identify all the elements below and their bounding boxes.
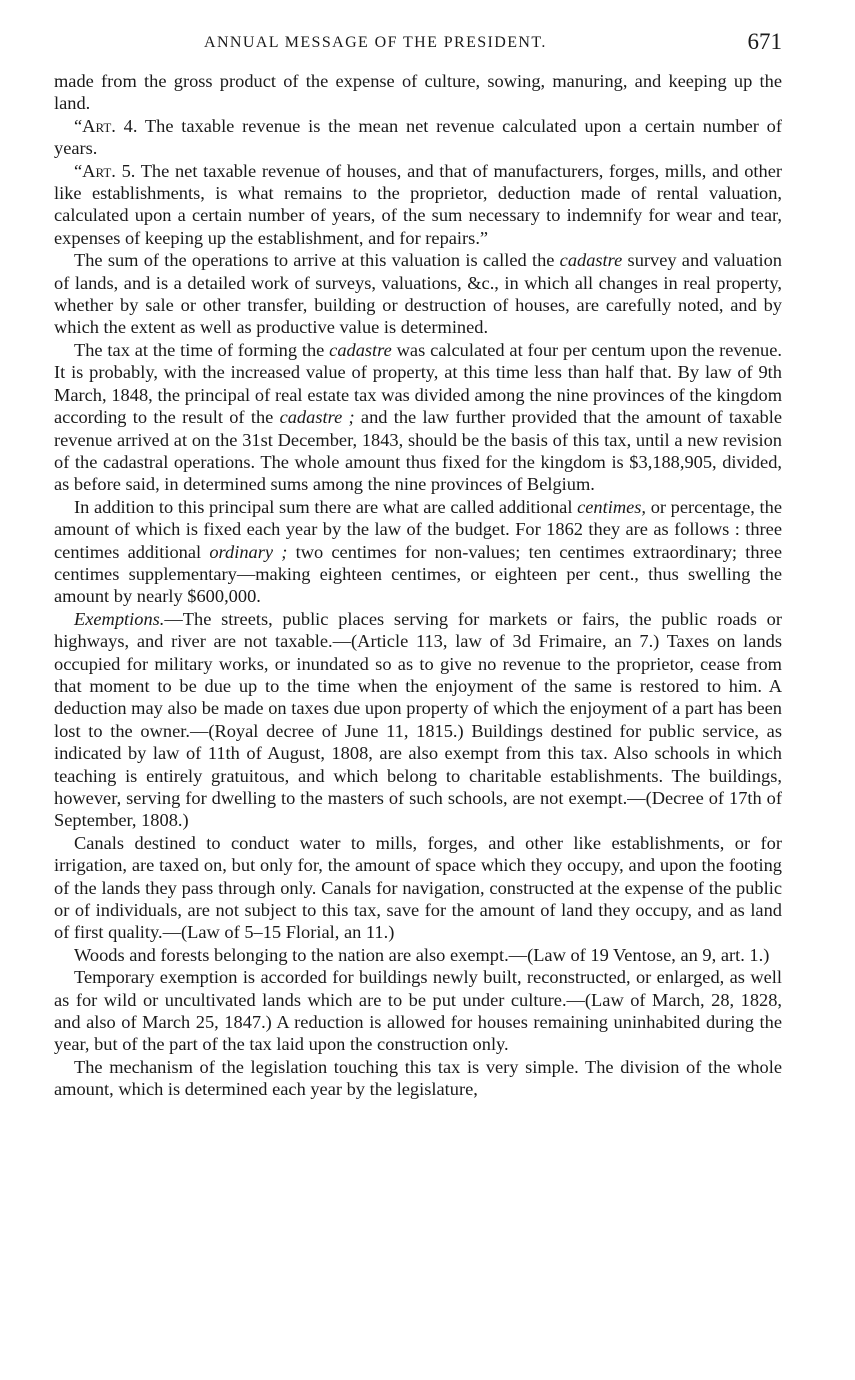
- paragraph-cadastre-definition: The sum of the operations to arrive at this valuation is called the cadastre survey and valuation of lands, and is a detailed work of surveys, valuations, &c., in which all changes in real property, whether by sale or other transfer, building or destruction of houses, are carefully noted, and by which the extent as well as productive value is determined.: [54, 250, 783, 338]
- exemptions-heading: Exemptions.: [74, 608, 165, 629]
- body-text: [54, 70, 782, 1101]
- paragraph-canals: Canals destined to conduct water to mills, forges, and other like establishments, or for irrigation, are taxed on, but only for, the amount of space which they occupy, and upon the footing of the lands they pass through only. Canals for navigation, constructed at the expense of the public or of individuals, are not subject to this tax, save for the amount of land they occupy, and as land of first quality.—(Law of 5–15 Florial, an 11.): [54, 832, 782, 943]
- paragraph-temporary-exemption: Temporary exemption is accorded for buildings newly built, reconstructed, or enlarged, as well as for wild or uncultivated lands which are to be put under culture.—(Law of March, 28, 1828, and also of March 25, 1847.) A reduction is allowed for houses remaining uninhabited during the year, but of the part of the tax laid upon the construction only.: [54, 967, 782, 1055]
- paragraph-tax-rate: The tax at the time of forming the cadastre was calculated at four per centum upon the revenue. It is probably, with the increased value of property, at this time less than half that. By law of 9th March, 1848, the principal of real estate tax was divided among the nine provinces of the kingdom according to the result of the cadastre ; and the law further provided that the amount of taxable revenue arrived at on the 31st December, 1843, should be the basis of this tax, until a new revision of the cadastral operations. The whole amount thus fixed for the kingdom is $3,188,905, divided, as before said, in determined sums among the nine provinces of Belgium.: [54, 339, 782, 495]
- article-label: Art.: [82, 160, 116, 181]
- paragraph-article-5: “Art. 5. The net taxable revenue of houses, and that of manufacturers, forges, mills, and other like establishments, is what remains to the proprietor, deduction made of rental valuation, calculated upon a certain number of years, of the sum necessary to indemnify for wear and tear, expenses of keeping up the establishment, and for repairs.”: [54, 160, 782, 248]
- paragraph-centimes: In addition to this principal sum there are what are called additional centimes, or percentage, the amount of which is fixed each year by the law of the budget. For 1862 they are as follows : three centimes additional ordinary ; two centimes for non-values; ten centimes extraordinary; three centimes supplementary—making eighteen centimes, or eighteen per cent., thus swelling the amount by nearly $600,000.: [54, 496, 783, 607]
- paragraph-mechanism: The mechanism of the legislation touching this tax is very simple. The division of the whole amount, which is determined each year by the legislature,: [54, 1056, 782, 1100]
- paragraph-continuation: made from the gross product of the expense of culture, sowing, manuring, and keeping up the land.: [54, 71, 782, 114]
- running-title: ANNUAL MESSAGE OF THE PRESIDENT.: [204, 34, 547, 51]
- article-label: Art.: [82, 115, 116, 136]
- paragraph-woods-forests: Woods and forests belonging to the nation are also exempt.—(Law of 19 Ventose, an 9, art. 1.): [74, 944, 770, 965]
- running-head: [54, 30, 782, 64]
- book-page: [54, 30, 782, 1101]
- paragraph-exemptions: Exemptions.—The streets, public places serving for markets or fairs, the public roads or highways, and river are not taxable.—(Article 113, law of 3d Frimaire, an 7.) Taxes on lands occupied for military works, or inundated so as to give no revenue to the proprietor, cease from that moment to be due up to the time when the enjoyment of the same is restored to him. A deduction may also be made on taxes due upon property of which the enjoyment of a part has been lost to the owner.—(Royal decree of June 11, 1815.) Buildings destined for public service, as indicated by law of 11th of August, 1808, are also exempt from this tax. Also schools in which teaching is entirely gratuitous, and which belong to charitable establishments. The buildings, however, serving for dwelling to the masters of such schools, are not exempt.—(Decree of 17th of September, 1808.): [54, 608, 782, 831]
- page-number: 671: [747, 29, 782, 54]
- paragraph-article-4: “Art. 4. The taxable revenue is the mean net revenue calculated upon a certain number of years.: [54, 115, 782, 159]
